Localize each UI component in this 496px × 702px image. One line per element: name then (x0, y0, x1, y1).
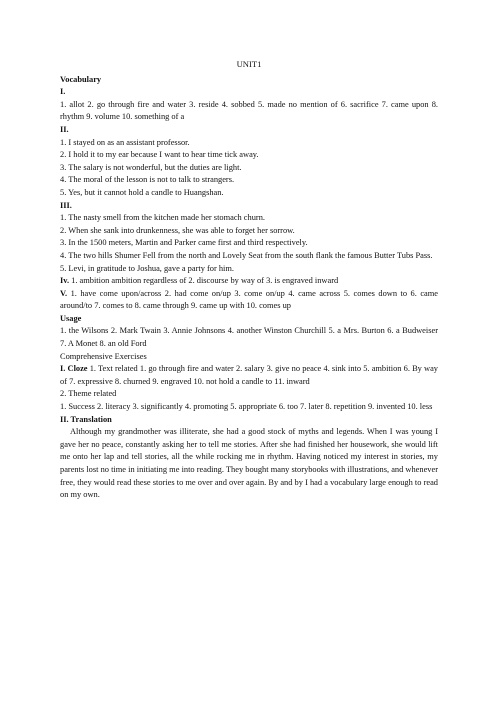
cloze (60, 363, 438, 388)
section-iii-line: 2. When she sank into drunkenness, she was able to forget her sorrow. (60, 225, 295, 235)
section-ii-line: 2. I hold it to my ear because I want to hear time tick away. (60, 150, 259, 160)
translation-heading: II. Translation (60, 414, 112, 424)
section-iii-line: 1. The nasty smell from the kitchen made her stomach churn. (60, 213, 265, 223)
section-i-answers: 1. allot 2. go through fire and water 3. reside 4. sobbed 5. made no mention of 6. sacrifice 7. came upon 8. rhythm 9. volume 10. something of a (60, 99, 438, 122)
section-iv-label: Iv. (60, 276, 70, 286)
section-ii-line: 4. The moral of the lesson is not to talk to strangers. (60, 175, 235, 185)
document-page (60, 58, 438, 502)
section-ii-line: 5. Yes, but it cannot hold a candle to Huangshan. (60, 187, 224, 197)
section-v (60, 288, 438, 313)
usage-heading: Usage (60, 313, 82, 323)
theme-answers: 1. Success 2. literacy 3. significantly 4. promoting 5. appropriate 6. too 7. later 8. repetition 9. invented 10. less (60, 402, 433, 412)
page-title: UNIT1 (236, 59, 262, 69)
section-iii-line: 4. The two hills Shumer Fell from the north and Lovely Seat from the south flank the famous Butter Tubs Pass. (60, 250, 433, 260)
cloze-label: I. Cloze (60, 364, 88, 374)
cloze-answers: 1. Text related 1. go through fire and water 2. salary 3. give no peace 4. sink into 5. ambition 6. By way of 7. expressive 8. churned 9. engraved 10. not hold a candle to 11. inward (60, 364, 438, 386)
section-iii-line: 3. In the 1500 meters, Martin and Parker came first and third respectively. (60, 238, 308, 248)
section-iii-line: 5. Levi, in gratitude to Joshua, gave a party for him. (60, 263, 234, 273)
section-ii-line: 1. I stayed on as an assistant professor. (60, 137, 190, 147)
section-ii-line: 3. The salary is not wonderful, but the duties are light. (60, 162, 242, 172)
translation-paragraph: Although my grandmother was illiterate, she had a good stock of myths and legends. When I was young I gave her no peace, constantly asking her to tell me stories. After she had finished her housework, she would lift me onto her lap and tell stories, all the while rocking me in rhythm. Having noticed my interest in stories, my parents lost no time in initiating me into reading. They bought many storybooks with illustrations, and whenever free, they would read these stories to me over and over again. By and by I had a vocabulary large enough to read on my own. (60, 427, 438, 500)
section-v-label: V. (60, 288, 68, 298)
usage-answers: 1. the Wilsons 2. Mark Twain 3. Annie Johnsons 4. another Winston Churchill 5. a Mrs. Burton 6. a Budweiser 7. A Monet 8. an old Ford (60, 326, 438, 349)
section-v-answers: 1. have come upon/across 2. had come on/up 3. come on/up 4. came across 5. comes down to 6. came around/to 7. comes to 8. came through 9. came up with 10. comes up (60, 288, 438, 311)
theme-heading: 2. Theme related (60, 389, 117, 399)
vocabulary-heading: Vocabulary (60, 74, 102, 84)
section-iv (60, 275, 438, 288)
section-iv-answers: 1. ambition ambition regardless of 2. discourse by way of 3. is engraved inward (71, 276, 339, 286)
section-i-label: I. (60, 87, 66, 97)
comprehensive-heading: Comprehensive Exercises (60, 351, 147, 361)
section-ii-label: II. (60, 124, 69, 134)
section-iii-label: III. (60, 200, 72, 210)
